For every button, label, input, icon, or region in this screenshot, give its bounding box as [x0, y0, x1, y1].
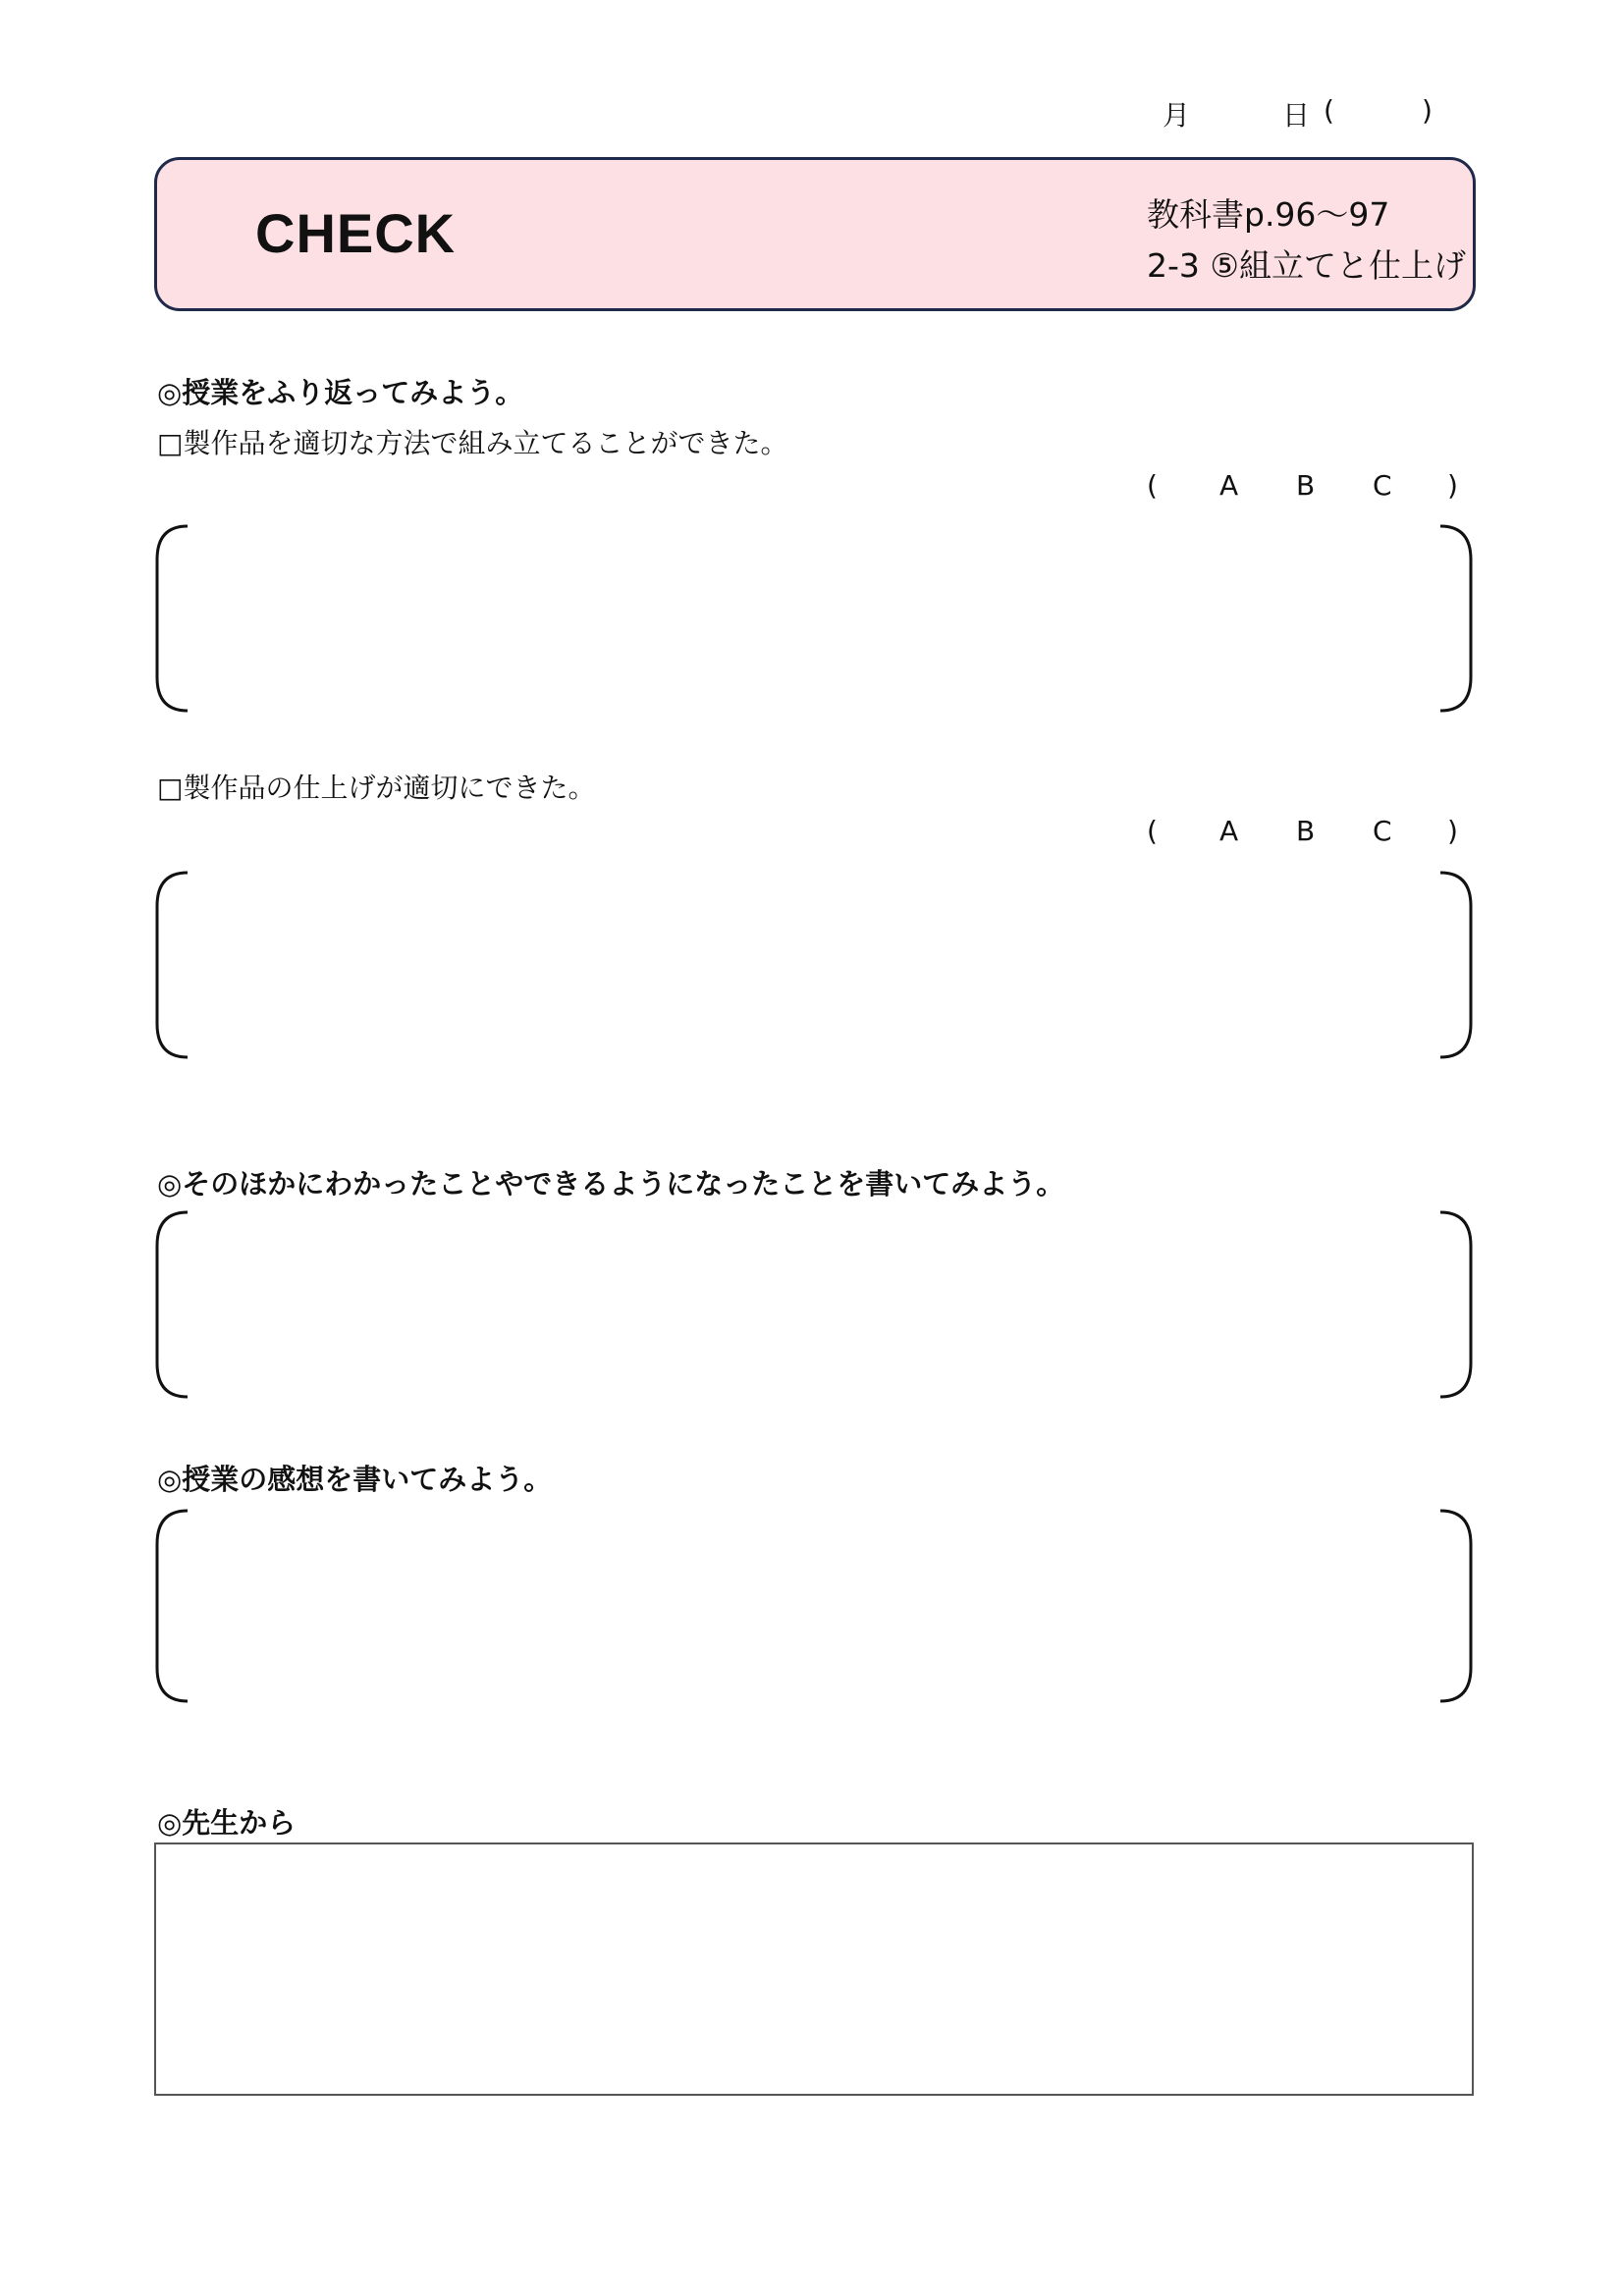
rating-close: ) [1447, 815, 1458, 847]
rating-open: ( [1147, 469, 1158, 502]
answer-area-impressions[interactable] [154, 1509, 1474, 1703]
rating-a[interactable]: A [1219, 469, 1239, 502]
date-row [1159, 94, 1453, 133]
date-weekday-close: ) [1422, 94, 1433, 127]
section-heading-teacher: ◎先生から [157, 1806, 297, 1840]
lesson-name: 2-3 ⑤組立てと仕上げ [1147, 246, 1466, 285]
page-title: CHECK [255, 202, 457, 264]
rating-c[interactable]: C [1373, 815, 1392, 847]
rating-open: ( [1147, 815, 1158, 847]
section-heading-impressions: ◎授業の感想を書いてみよう。 [157, 1463, 553, 1496]
section-heading-learned: ◎そのほかにわかったことやできるようになったことを書いてみよう。 [157, 1167, 1065, 1201]
date-weekday-open: ( [1324, 94, 1334, 127]
teacher-comment-box[interactable] [154, 1842, 1474, 2096]
answer-area-learned[interactable] [154, 1210, 1474, 1399]
rating-b[interactable]: B [1296, 469, 1316, 502]
date-day-label: 日 [1282, 99, 1311, 132]
rating-c[interactable]: C [1373, 469, 1392, 502]
checklist-item-finishing[interactable]: □製作品の仕上げが適切にできた。 [157, 772, 596, 804]
rating-scale-assembly [1147, 469, 1461, 508]
textbook-pages: 教科書p.96～97 [1147, 195, 1390, 234]
rating-a[interactable]: A [1219, 815, 1239, 847]
lesson-reference [1147, 189, 1466, 292]
answer-area-assembly[interactable] [154, 524, 1474, 713]
rating-scale-finishing [1147, 815, 1461, 854]
rating-close: ) [1447, 469, 1458, 502]
section-heading-reflection: ◎授業をふり返ってみよう。 [157, 376, 524, 409]
date-month-label: 月 [1163, 99, 1191, 132]
answer-area-finishing[interactable] [154, 871, 1474, 1059]
checklist-item-assembly[interactable]: □製作品を適切な方法で組み立てることができた。 [157, 427, 788, 459]
rating-b[interactable]: B [1296, 815, 1316, 847]
